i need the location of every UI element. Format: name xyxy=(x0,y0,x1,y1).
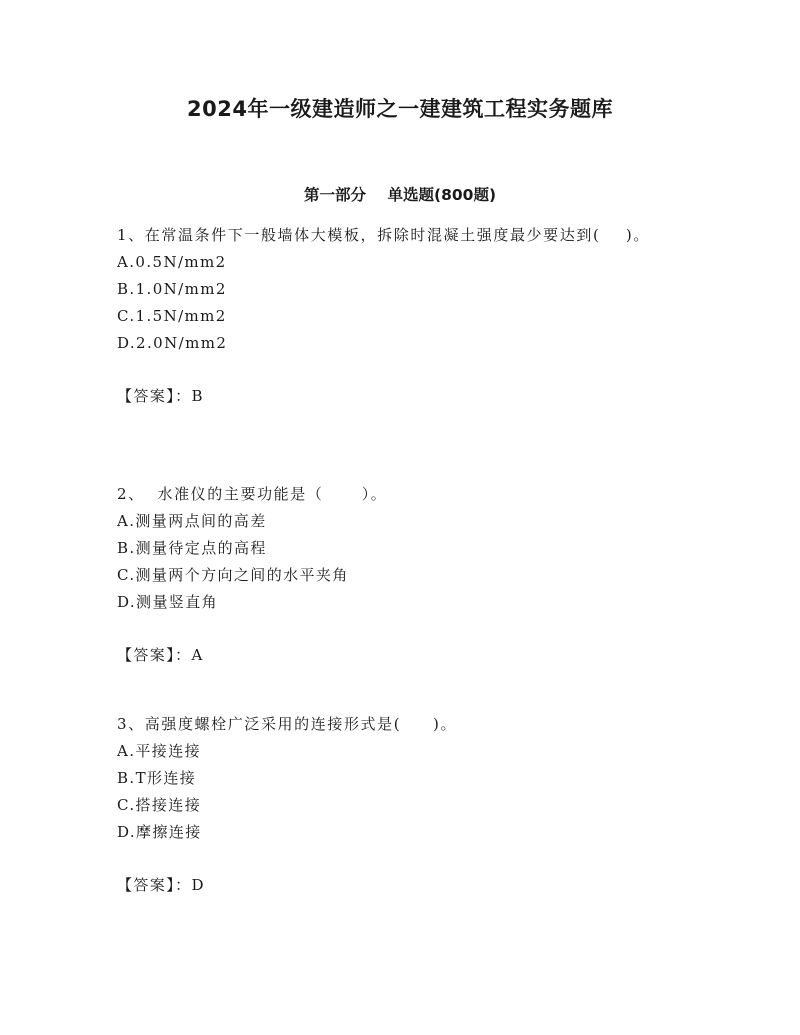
answer-label: 【答案】：B xyxy=(117,387,204,405)
question-2 xyxy=(117,481,677,669)
option-a: A.测量两点间的高差 xyxy=(117,512,267,530)
option-a: A.平接连接 xyxy=(117,742,202,760)
answer-label: 【答案】：D xyxy=(117,876,205,894)
option-c: C.测量两个方向之间的水平夹角 xyxy=(117,566,349,584)
question-stem: 1、在常温条件下一般墙体大模板，拆除时混凝土强度最少要达到( )。 xyxy=(117,226,650,244)
option-b: B.1.0N/mm2 xyxy=(117,280,227,298)
option-c: C.搭接连接 xyxy=(117,796,202,814)
option-d: D.2.0N/mm2 xyxy=(117,334,228,352)
option-b: B.测量待定点的高程 xyxy=(117,539,267,557)
answer-label: 【答案】：A xyxy=(117,646,204,664)
question-stem: 3、高强度螺栓广泛采用的连接形式是( )。 xyxy=(117,715,458,733)
question-1 xyxy=(117,222,677,410)
option-a: A.0.5N/mm2 xyxy=(117,253,227,271)
section-title: 第一部分 单选题(800题) xyxy=(303,186,497,204)
option-d: D.测量竖直角 xyxy=(117,593,219,611)
document-title: 2024年一级建造师之一建建筑工程实务题库 xyxy=(187,97,613,121)
question-3 xyxy=(117,711,677,899)
option-c: C.1.5N/mm2 xyxy=(117,307,227,325)
option-d: D.摩擦连接 xyxy=(117,823,202,841)
option-b: B.T形连接 xyxy=(117,769,197,787)
question-stem: 2、 水准仪的主要功能是（ ）。 xyxy=(117,485,388,503)
